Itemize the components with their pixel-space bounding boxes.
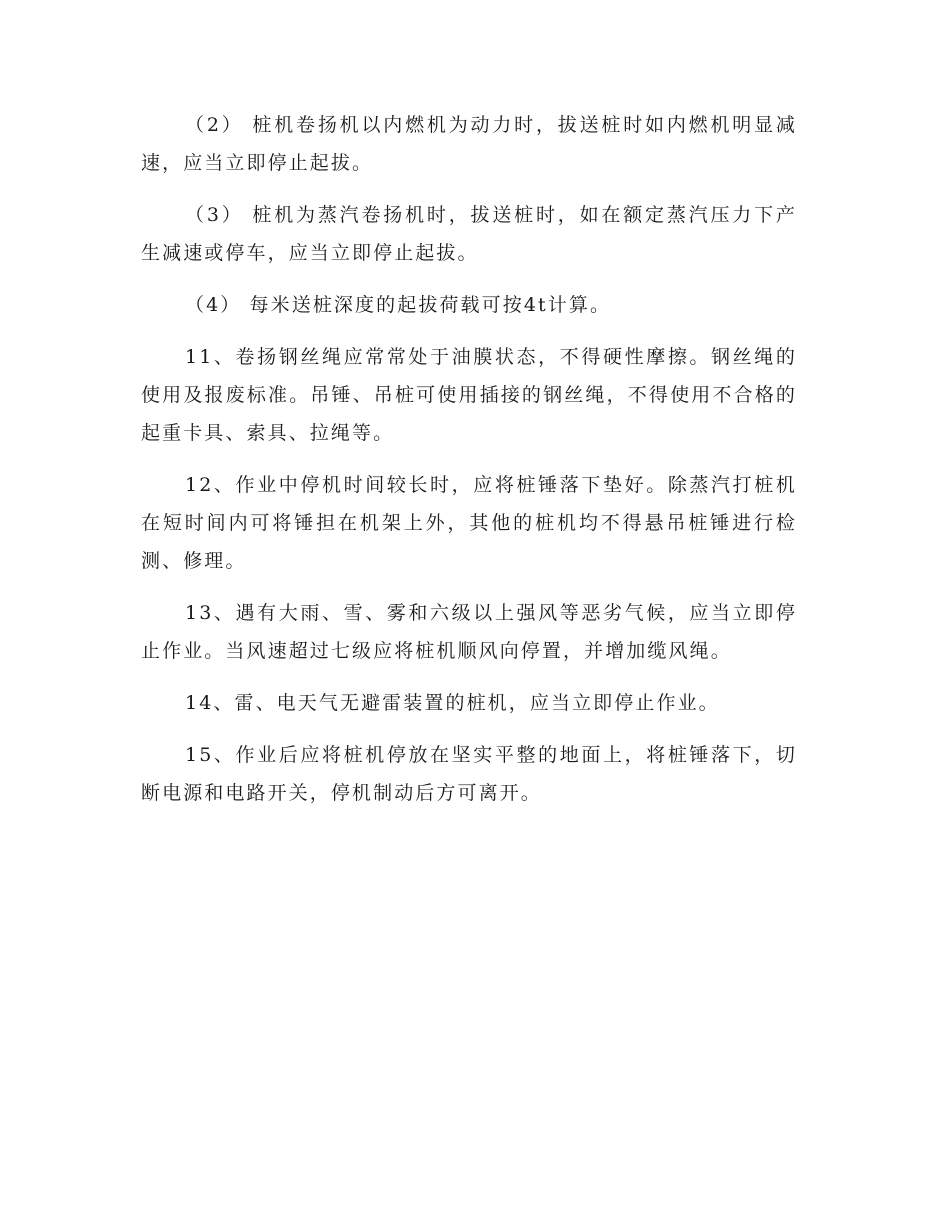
- document-body: [141, 106, 797, 826]
- paragraph-clause-12: 12、作业中停机时间较长时，应将桩锤落下垫好。除蒸汽打桩机在短时间内可将锤担在机架上外，其他的桩机均不得悬吊桩锤进行检测、修理。: [141, 474, 797, 572]
- paragraph-item-4: （4） 每米送桩深度的起拔荷载可按4t计算。: [185, 294, 612, 316]
- paragraph-item-3: （3） 桩机为蒸汽卷扬机时，拔送桩时，如在额定蒸汽压力下产生减速或停车，应当立即停止起拔。: [141, 204, 797, 264]
- paragraph-clause-14: 14、雷、电天气无避雷装置的桩机，应当立即停止作业。: [185, 692, 720, 714]
- paragraph-clause-13: 13、遇有大雨、雪、雾和六级以上强风等恶劣气候，应当立即停止作业。当风速超过七级应将桩机顺风向停置，并增加缆风绳。: [141, 602, 797, 662]
- paragraph-clause-11: 11、卷扬钢丝绳应常常处于油膜状态，不得硬性摩擦。钢丝绳的使用及报废标准。吊锤、吊桩可使用插接的钢丝绳，不得使用不合格的起重卡具、索具、拉绳等。: [141, 346, 797, 444]
- paragraph-clause-15: 15、作业后应将桩机停放在坚实平整的地面上，将桩锤落下，切断电源和电路开关，停机制动后方可离开。: [141, 744, 797, 804]
- paragraph-item-2: （2） 桩机卷扬机以内燃机为动力时，拔送桩时如内燃机明显减速，应当立即停止起拔。: [141, 114, 797, 174]
